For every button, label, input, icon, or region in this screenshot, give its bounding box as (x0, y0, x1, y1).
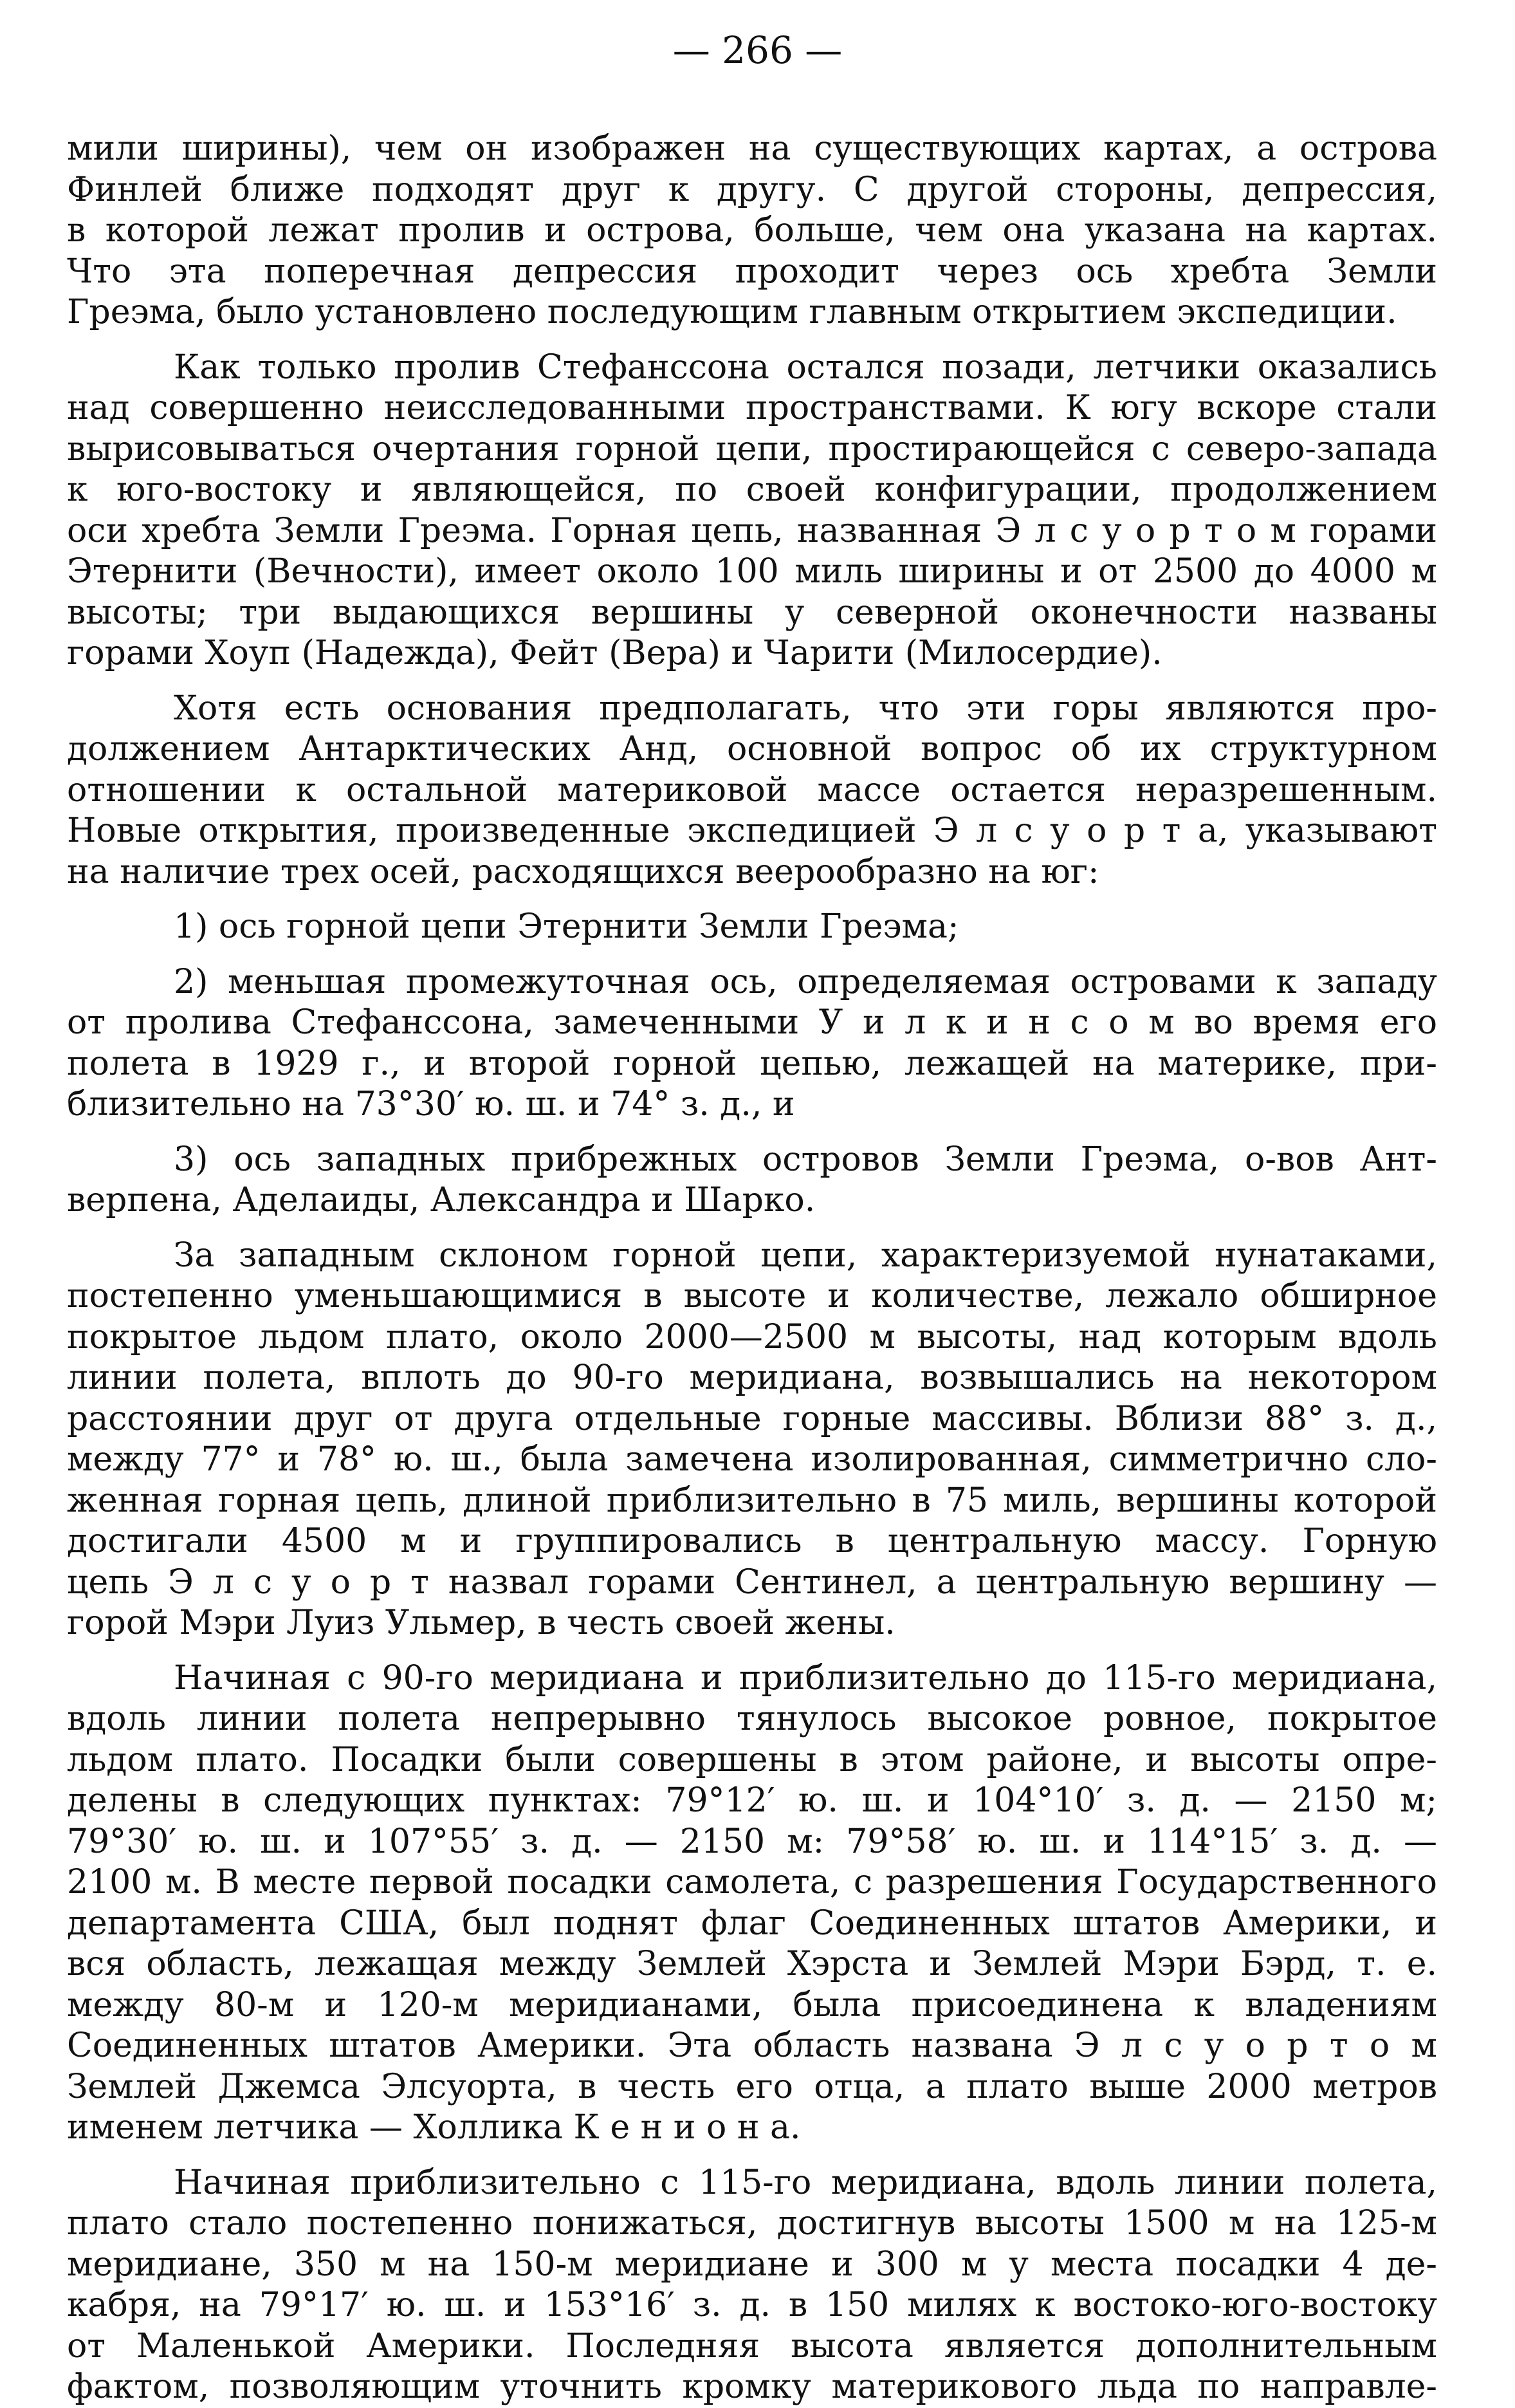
text-line: Греэма, было установлено последующим главным открытием экспедиции. (67, 293, 1397, 331)
text-line: достигали 4500 м и группировались в центральную массу. Горную (67, 1522, 1437, 1561)
text-line: должением Антарктических Анд, основной вопрос об их структурном (67, 730, 1437, 768)
text-line: Этернити (Вечности), имеет около 100 миль ширины и от 2500 до 4000 м (67, 552, 1437, 591)
text-line: верпена, Аделаиды, Александра и Шарко. (67, 1181, 816, 1219)
text-line: Как только пролив Стефанссона остался позади, летчики оказались (174, 347, 1437, 387)
paragraph-gap (67, 1644, 1437, 1658)
text-line: над совершенно неисследованными пространствами. К югу вскоре стали (67, 389, 1437, 427)
paragraph-gap (67, 1125, 1437, 1140)
text-line: Что эта поперечная депрессия проходит через ось хребта Земли (67, 252, 1437, 291)
text-line: плато стало постепенно понижаться, достигнув высоты 1500 м на 125-м (67, 2204, 1437, 2243)
text-line: цепь Э л с у о р т назвал горами Сентинел, а центральную вершину — (67, 1562, 1437, 1602)
text-line: полета в 1929 г., и второй горной цепью, лежащей на материке, при- (67, 1044, 1437, 1083)
text-line: 1) ось горной цепи Этернити Земли Греэма; (174, 907, 959, 946)
paragraph-gap (67, 893, 1437, 907)
text-line: мили ширины), чем он изображен на существующих картах, а острова (67, 129, 1437, 168)
text-line: департамента США, был поднят флаг Соединенных штатов Америки, и (67, 1903, 1437, 1943)
text-line: Финлей ближе подходят друг к другу. С другой стороны, депрессия, (67, 170, 1437, 209)
text-line: от пролива Стефанссона, замеченными У и л к и н с о м во время его (67, 1003, 1437, 1042)
text-line: Соединенных штатов Америки. Эта область названа Э л с у о р т о м (67, 2026, 1437, 2065)
text-line: между 77° и 78° ю. ш., была замечена изолированная, симметрично сло- (67, 1440, 1437, 1479)
text-line: оси хребта Земли Греэма. Горная цепь, названная Э л с у о р т о м горами (67, 511, 1437, 550)
text-line: Хотя есть основания предполагать, что эти горы являются про- (174, 689, 1437, 728)
text-line: вся область, лежащая между Землей Хэрста и Землей Мэри Бэрд, т. е. (67, 1945, 1437, 1983)
text-line: горой Мэри Луиз Ульмер, в честь своей жены. (67, 1604, 895, 1642)
text-line: к юго-востоку и являющейся, по своей конфигурации, продолжением (67, 470, 1437, 509)
text-line: За западным склоном горной цепи, характеризуемой нунатаками, (174, 1236, 1437, 1275)
text-line: именем летчика — Холлика К е н и о н а. (67, 2108, 801, 2147)
text-line: отношении к остальной материковой массе остается неразрешенным. (67, 770, 1437, 810)
text-line: льдом плато. Посадки были совершены в этом районе, и высоты опре- (67, 1740, 1437, 1779)
page-number: — 266 — (672, 28, 843, 72)
text-line: Начиная приблизительно с 115-го меридиана, вдоль линии полета, (174, 2163, 1437, 2202)
paragraph-gap (67, 333, 1437, 347)
text-line: высоты; три выдающихся вершины у северной оконечности названы (67, 593, 1437, 632)
paragraph-gap (67, 2149, 1437, 2163)
text-line: Землей Джемса Элсуорта, в честь его отца, а плато выше 2000 метров (67, 2067, 1437, 2106)
paragraph-gap (67, 674, 1437, 689)
text-line: кабря, на 79°17′ ю. ш. и 153°16′ з. д. в 150 милях к востоко-юго-востоку (67, 2286, 1437, 2324)
text-line: Начиная с 90-го меридиана и приблизительно до 115-го меридиана, (174, 1658, 1437, 1698)
text-line: расстоянии друг от друга отдельные горные массивы. Вблизи 88° з. д., (67, 1399, 1437, 1438)
text-line: вырисовываться очертания горной цепи, простирающейся с северо-запада (67, 429, 1437, 468)
text-line: фактом, позволяющим уточнить кромку материкового льда по направле- (67, 2367, 1437, 2406)
text-line: горами Хоуп (Надежда), Фейт (Вера) и Чарити (Милосердие). (67, 634, 1162, 672)
text-line: 2) меньшая промежуточная ось, определяемая островами к западу (174, 962, 1437, 1001)
text-line: между 80-м и 120-м меридианами, была присоединена к владениям (67, 1985, 1437, 2024)
text-line: покрытое льдом плато, около 2000—2500 м высоты, над которым вдоль (67, 1317, 1437, 1357)
text-line: Новые открытия, произведенные экспедицией Э л с у о р т а, указывают (67, 811, 1437, 850)
text-line: 79°30′ ю. ш. и 107°55′ з. д. — 2150 м: 79°58′ ю. ш. и 114°15′ з. д. — (67, 1822, 1437, 1861)
text-line: женная горная цепь, длиной приблизительно в 75 миль, вершины которой (67, 1481, 1437, 1520)
text-line: 3) ось западных прибрежных островов Земли Греэма, о-вов Ант- (174, 1140, 1437, 1179)
text-line: в которой лежат пролив и острова, больше, чем она указана на картах. (67, 211, 1437, 250)
text-line: близительно на 73°30′ ю. ш. и 74° з. д., и (67, 1085, 795, 1124)
paragraph-gap (67, 948, 1437, 962)
text-line: от Маленькой Америки. Последняя высота является дополнительным (67, 2326, 1437, 2366)
text-line: делены в следующих пунктах: 79°12′ ю. ш. и 104°10′ з. д. — 2150 м; (67, 1781, 1437, 1820)
text-line: вдоль линии полета непрерывно тянулось высокое ровное, покрытое (67, 1699, 1437, 1738)
text-line: постепенно уменьшающимися в высоте и количестве, лежало обширное (67, 1277, 1437, 1315)
text-line: линии полета, вплоть до 90-го меридиана, возвышались на некотором (67, 1358, 1437, 1397)
text-line: меридиане, 350 м на 150-м меридиане и 300 м у места посадки 4 де- (67, 2245, 1437, 2284)
text-line: 2100 м. В месте первой посадки самолета, с разрешения Государственного (67, 1863, 1437, 1902)
text-line: на наличие трех осей, расходящихся веерообразно на юг: (67, 852, 1099, 891)
body-text (67, 129, 1437, 2408)
paragraph-gap (67, 1221, 1437, 1236)
